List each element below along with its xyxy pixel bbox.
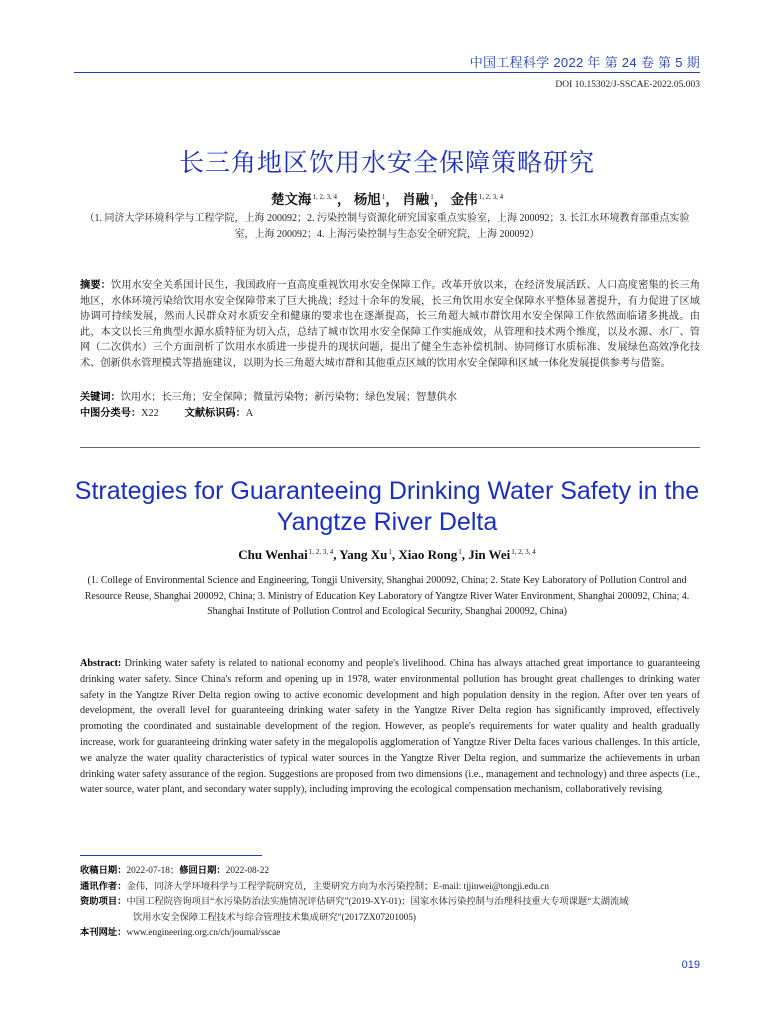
doc-code-label: 文献标识码：	[184, 408, 246, 419]
author-sep: ，	[433, 192, 448, 207]
author-sep: ,	[391, 547, 399, 562]
author-name: 肖融	[402, 192, 430, 207]
received-label: 收稿日期：	[80, 866, 127, 876]
english-authors	[74, 547, 700, 563]
corresponding-author	[80, 880, 700, 896]
abstract-text: Drinking water safety is related to national economy and people's livelihood. China has always attached great importance to guaranteeing drinking water safety. Since China's reform and opening up in 1978, water environmental pollution has brought great challenges to drinking water safety in the Yangtze River Delta region owing to active economic development and high population density in the region. After over ten years of development, the overall level for guaranteeing drinking water safety in the Yangtze River Delta region has significantly improved, effectively promoting the coordinated and sustainable development of the region. However, as people's requirements for water quality and health gradually increase, work for guaranteeing drinking water safety in the megalopolis agglomeration of Yangtze River Delta faces various challenges. In this article, we analyze the water quality characteristics of typical water sources in the Yangtze River Delta region, and summarize the achievements in urban drinking water safety assurance of the region. Suggestions are proposed from two dimensions (i.e., management and technology) and three aspects (i.e., water source, water plant, and secondary water supply), including improving the ecological compensation mechanism, collaboratively revising	[80, 658, 700, 796]
corresponding-text: 金伟，同济大学环境科学与工程学院研究员，主要研究方向为水污染控制；E-mail: tjjinwei@tongji.edu.cn	[126, 881, 550, 892]
classification	[80, 404, 700, 419]
class-label: 中图分类号：	[80, 408, 142, 419]
funding-continued: 饮用水安全保障工程技术与综合管理技术集成研究”(2017ZX07201005)	[133, 912, 417, 923]
journal-header: 中国工程科学 2022 年 第 24 卷 第 5 期	[469, 55, 700, 70]
author-affil-sup: 1	[430, 193, 434, 201]
footnotes	[80, 864, 700, 942]
keywords-text: 饮用水；长三角；安全保障；微量污染物；新污染物；绿色发展；智慧供水	[120, 392, 457, 403]
class-value: X22	[141, 408, 159, 419]
funding-text: 中国工程院咨询项目“水污染防治法实施情况评估研究”(2019-XY-01)；国家水体污染控制与治理科技重大专项课题“太湖流域	[126, 897, 629, 907]
author-name: Chu Wenhai	[238, 547, 308, 562]
funding	[80, 895, 700, 911]
author-sep: ,	[461, 547, 469, 562]
abstract-label: 摘要：	[80, 280, 112, 291]
author-sep: ，	[336, 192, 351, 207]
author-affil-sup: 1, 2, 3, 4	[308, 548, 334, 556]
author-name: 楚文海	[270, 192, 312, 207]
keywords-label: 关键词：	[80, 392, 121, 403]
journal-url	[80, 926, 700, 942]
author-name: Jin Wei	[468, 547, 511, 562]
author-affil-sup: 1	[381, 193, 386, 201]
english-title: Strategies for Guaranteeing Drinking Water Safety in the Yangtze River Delta	[74, 477, 700, 536]
chinese-authors	[74, 188, 700, 208]
received-date: 2022-07-18；	[126, 866, 180, 876]
footnote-divider	[80, 855, 262, 856]
header-divider	[74, 72, 700, 73]
revised-date: 2022-08-22	[225, 866, 270, 876]
funding-label: 资助项目：	[80, 897, 127, 907]
url-label: 本刊网址：	[80, 928, 127, 938]
page-number: 019	[681, 959, 700, 971]
author-affil-sup: 1, 2, 3, 4	[312, 193, 337, 201]
chinese-affiliations: （1. 同济大学环境科学与工程学院，上海 200092；2. 污染控制与资源化研究国家重点实验室，上海 200092；3. 长江水环境教育部重点实验室，上海 200092；4. 上海污染控制与生态安全研究院，上海 200092）	[84, 213, 690, 240]
author-affil-sup: 1	[458, 548, 462, 556]
section-divider	[80, 447, 700, 448]
received-dates	[80, 864, 700, 880]
author-affil-sup: 1, 2, 3, 4	[478, 193, 504, 201]
author-name: 金伟	[450, 192, 478, 207]
chinese-title: 长三角地区饮用水安全保障策略研究	[178, 148, 595, 177]
chinese-keywords	[80, 388, 700, 403]
author-sep: ，	[385, 192, 399, 207]
corresponding-label: 通讯作者：	[80, 881, 127, 892]
author-affil-sup: 1, 2, 3, 4	[511, 548, 536, 556]
author-name: 杨旭	[353, 192, 381, 207]
english-abstract	[80, 656, 700, 798]
abstract-label: Abstract:	[80, 658, 122, 669]
author-name: Yang Xu	[339, 547, 388, 562]
author-affil-sup: 1	[388, 548, 392, 556]
english-affiliations: (1. College of Environmental Science and Engineering, Tongji University, Shanghai 200092, China; 2. State Key Laboratory of Pollution Control and Resource Reuse, Shanghai 200092, China; 3. Ministry of Education Key Laboratory of Yangtze River Water Environment, Shanghai 200092, China; 4. Shanghai Institute of Pollution Control and Ecological Security, Shanghai 200092, China)	[84, 575, 690, 618]
abstract-text: 饮用水安全关系国计民生，我国政府一直高度重视饮用水安全保障工作。改革开放以来，在经济发展活跃、人口高度密集的长三角地区，水体环境污染给饮用水安全保障带来了巨大挑战；经过十余年的发展，长三角饮用水安全保障水平整体显著提升，有力促进了区域协调可持续发展，然而人民群众对水质安全和健康的要求也在逐渐提高，长三角超大城市群饮用水安全保障工作依然面临诸多挑战。由此，本文以长三角典型水源水质特征为切入点，总结了城市饮用水安全保障工作实施成效，从管理和技术两个维度，以及水源、水厂、管网（二次供水）三个方面剖析了饮用水水质进一步提升的现状问题，提出了健全生态补偿机制、协同修订水质标准、发展绿色高效净化技术、创新供水管理模式等措施建议，以期为长三角超大城市群和其他重点区域的饮用水安全保障和区域一体化发展提供参考与借鉴。	[80, 280, 701, 369]
author-name: Xiao Rong	[398, 547, 458, 562]
chinese-abstract	[80, 278, 700, 372]
doc-code-value: A	[245, 408, 254, 419]
author-sep: ,	[333, 547, 340, 562]
revised-label: 修回日期：	[179, 866, 226, 876]
doi: DOI 10.15302/J-SSCAE-2022.05.003	[555, 80, 700, 90]
url-link[interactable]: www.engineering.org.cn/ch/journal/sscae	[126, 928, 281, 938]
